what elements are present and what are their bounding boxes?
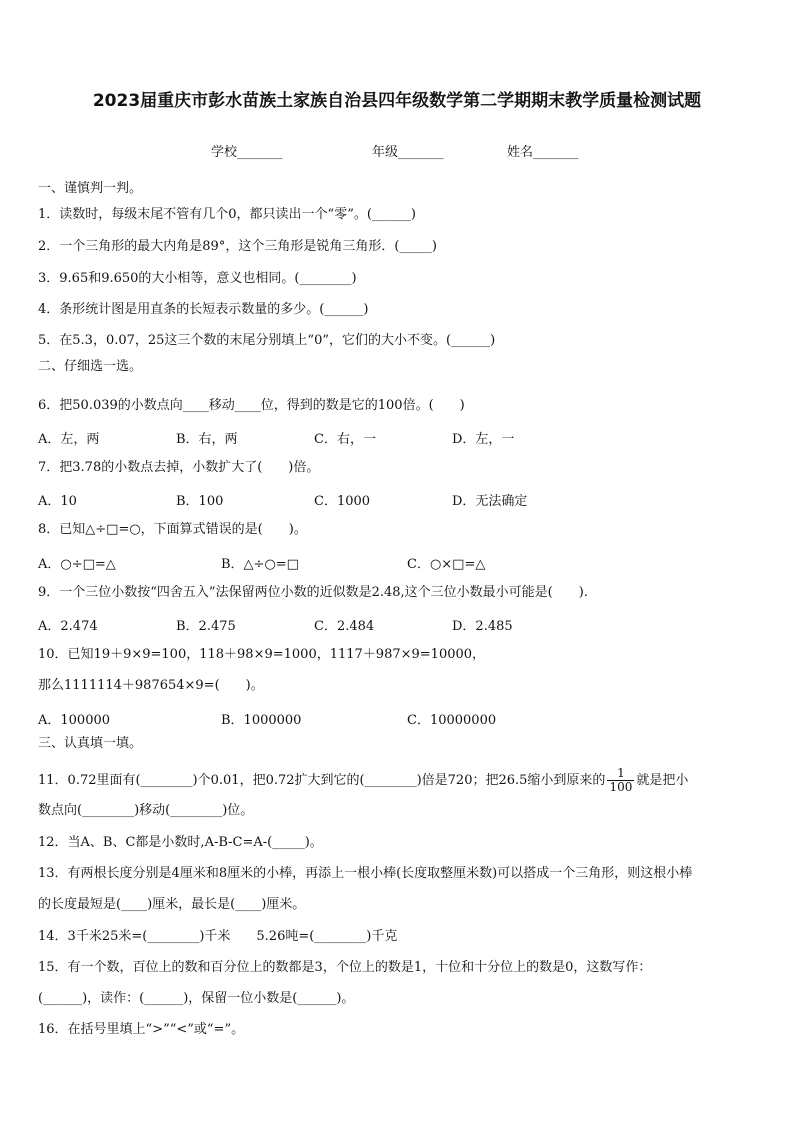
question-11-line-2: 数点向(________)移动(________)位。 [38,803,254,818]
question-10-line-2: 那么1111114＋987654×9=( )。 [38,678,264,693]
option-b: B．1000000 [221,713,302,728]
student-info-row [0,141,794,161]
question-1: 1．读数时，每级末尾不管有几个0，都只读出一个“零”。(______) [38,207,416,222]
name-field: 姓名_______ [507,145,579,160]
section-heading-fill: 三、认真填一填。 [38,736,143,751]
option-a: A．左，两 [38,432,100,447]
question-15: 15．有一个数，百位上的数和百分位上的数都是3，个位上的数是1，十位和十分位上的数是0，这数写作： [38,960,652,975]
question-2: 2．一个三角形的最大内角是89°，这个三角形是锐角三角形．(_____) [38,239,437,254]
option-a: A．○÷□=△ [38,557,116,572]
option-c: C．右，一 [314,432,376,447]
question-11 [38,765,774,799]
question-4: 4．条形统计图是用直条的长短表示数量的多少。(______) [38,302,369,317]
question-5: 5．在5.3，0.07，25这三个数的末尾分别填上“0”，它们的大小不变。(______) [38,333,496,348]
question-3: 3．9.65和9.650的大小相等，意义也相同。(________) [38,271,357,286]
question-14: 14．3千米25米=(________)千米 5.26吨=(________)千克 [38,929,398,944]
question-13-line-2: 的长度最短是(____)厘米，最长是(____)厘米。 [38,897,306,912]
section-heading-judge: 一、谨慎判一判。 [38,181,143,196]
fraction-denominator: 100 [609,780,633,794]
option-d: D．左，一 [452,432,515,447]
section-heading-choose: 二、仔细选一选。 [38,359,143,374]
option-b: B．2.475 [176,619,236,634]
option-d: D．2.485 [452,619,513,634]
option-b: B．右，两 [176,432,238,447]
page-title: 2023届重庆市彭水苗族土家族自治县四年级数学第二学期期末教学质量检测试题 [92,91,702,111]
question-8: 8．已知△÷□=○，下面算式错误的是( )。 [38,522,307,537]
school-field: 学校_______ [211,145,283,160]
fraction-one-hundredth [607,767,634,794]
option-b: B．100 [176,494,224,509]
option-a: A．10 [38,494,77,509]
option-d: D．无法确定 [452,494,528,509]
question-7: 7．把3.78的小数点去掉，小数扩大了( )倍。 [38,460,320,475]
question-11-text: 11．0.72里面有(________)个0.01，把0.72扩大到它的(________)倍是720；把26.5缩小到原来的 [38,773,606,788]
question-12: 12．当A、B、C都是小数时,A-B-C=A-(_____)。 [38,835,323,850]
option-a: A．100000 [38,713,111,728]
option-b: B．△÷○=□ [221,557,299,572]
option-a: A．2.474 [38,619,98,634]
question-11-tail: 就是把小 [636,773,689,788]
question-15-line-2: (______)，读作：(______)，保留一位小数是(______)。 [38,991,355,1006]
question-10: 10．已知19＋9×9=100，118＋98×9=1000，1117＋987×9=10000， [38,647,486,662]
fraction-numerator: 1 [607,767,634,781]
question-9: 9．一个三位小数按“四舍五入”法保留两位小数的近似数是2.48,这个三位小数最小可能是( ). [38,585,588,600]
option-c: C．2.484 [314,619,375,634]
option-c: C．○×□=△ [407,557,486,572]
option-c: C．10000000 [407,713,497,728]
question-6: 6．把50.039的小数点向____移动____位，得到的数是它的100倍。( ) [38,398,465,413]
grade-field: 年级_______ [372,145,444,160]
option-c: C．1000 [314,494,371,509]
question-16: 16．在括号里填上“>”“<”或“=”。 [38,1022,245,1037]
question-13: 13．有两根长度分别是4厘米和8厘米的小棒，再添上一根小棒(长度取整厘米数)可以搭成一个三角形，则这根小棒 [38,866,693,881]
